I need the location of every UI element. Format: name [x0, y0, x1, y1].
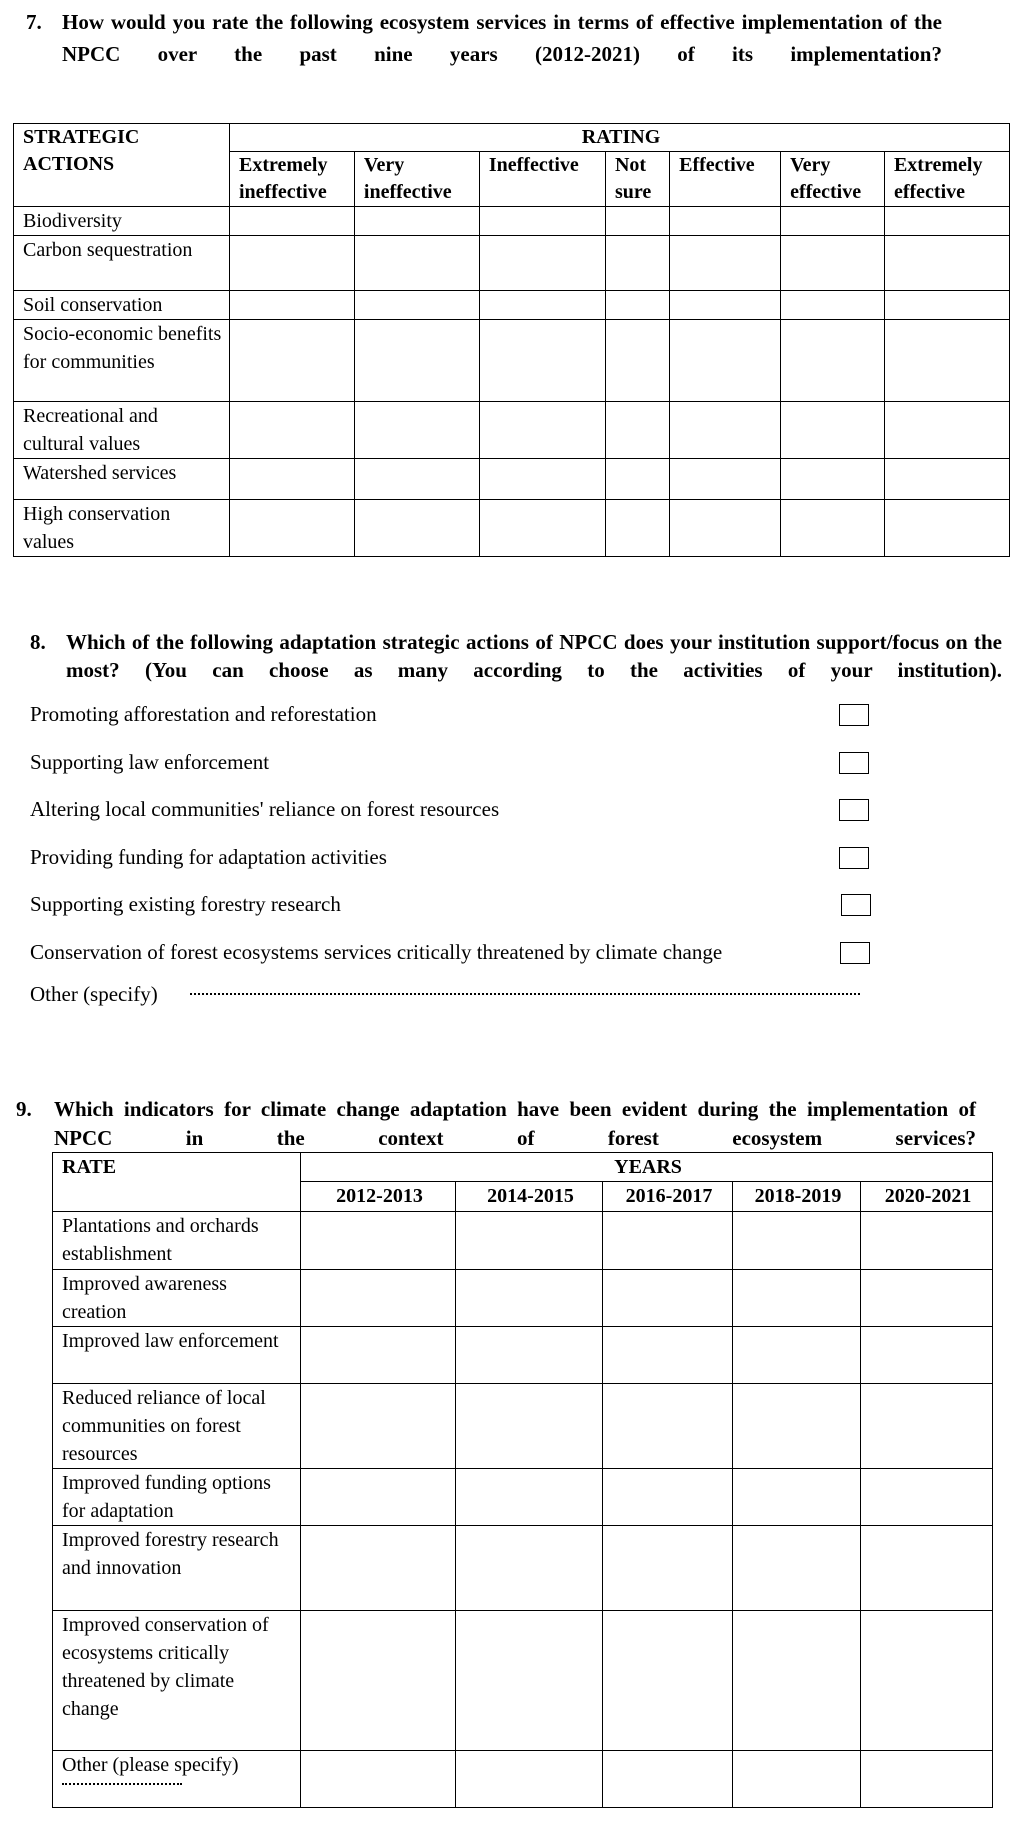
- question-7: [26, 6, 942, 102]
- question-8-text: Which of the following adaptation strategic actions of NPCC does your institution support/focus on the most? (You can choose as many according to the activities of your institution).: [66, 630, 1002, 682]
- table-row: [53, 1384, 993, 1469]
- row-label: High conservation values: [14, 500, 230, 557]
- year-cell[interactable]: [301, 1327, 456, 1384]
- year-cell[interactable]: [456, 1327, 603, 1384]
- option-label: Supporting law enforcement: [30, 750, 270, 774]
- row-label-text: Improved conservation of ecosystems critically threatened by climate change: [62, 1614, 269, 1720]
- rating-cell[interactable]: [605, 402, 669, 459]
- other-specify-label: Other (specify): [30, 982, 158, 1006]
- row-label: Soil conservation: [14, 291, 230, 320]
- rating-cell[interactable]: [884, 291, 1009, 320]
- rating-cell[interactable]: [354, 320, 479, 402]
- row-label-text: Plantations and orchards establishment: [62, 1215, 259, 1265]
- rating-cell[interactable]: [230, 207, 355, 236]
- year-cell[interactable]: [733, 1469, 861, 1526]
- year-cell[interactable]: [861, 1384, 993, 1469]
- rating-cell[interactable]: [884, 207, 1009, 236]
- rating-cell[interactable]: [670, 320, 781, 402]
- rating-cell[interactable]: [230, 291, 355, 320]
- year-cell[interactable]: [733, 1212, 861, 1270]
- year-cell[interactable]: [456, 1611, 603, 1751]
- year-cell[interactable]: [603, 1384, 733, 1469]
- row-label: Recreational and cultural values: [14, 402, 230, 459]
- year-cell[interactable]: [456, 1384, 603, 1469]
- rating-cell[interactable]: [781, 207, 885, 236]
- option-checkbox[interactable]: [840, 942, 870, 964]
- row-label: Watershed services: [14, 459, 230, 500]
- rating-cell[interactable]: [781, 291, 885, 320]
- year-column-header: 2016-2017: [603, 1182, 733, 1212]
- rating-column-header: Effective: [670, 152, 781, 207]
- row-label: [53, 1526, 301, 1611]
- year-cell[interactable]: [733, 1384, 861, 1469]
- row-label-text: Other (please specify): [62, 1754, 239, 1776]
- rating-column-header: Not sure: [605, 152, 669, 207]
- year-cell[interactable]: [861, 1327, 993, 1384]
- option-checkbox[interactable]: [839, 704, 869, 726]
- year-cell[interactable]: [603, 1751, 733, 1808]
- year-cell[interactable]: [456, 1469, 603, 1526]
- year-cell[interactable]: [733, 1751, 861, 1808]
- option-label: Promoting afforestation and reforestation: [30, 702, 377, 726]
- strategic-actions-header: STRATEGIC ACTIONS: [14, 124, 230, 207]
- option-label: Supporting existing forestry research: [30, 892, 341, 916]
- year-column-header: 2014-2015: [456, 1182, 603, 1212]
- table-row: [14, 236, 1010, 291]
- option-label: Conservation of forest ecosystems services critically threatened by climate change: [30, 940, 723, 964]
- year-cell[interactable]: [733, 1526, 861, 1611]
- rate-header: RATE: [53, 1153, 301, 1212]
- rating-cell[interactable]: [479, 500, 605, 557]
- table-row: [53, 1212, 993, 1270]
- rating-cell[interactable]: [670, 207, 781, 236]
- year-cell[interactable]: [733, 1611, 861, 1751]
- row-label: [53, 1212, 301, 1270]
- rating-cell[interactable]: [884, 402, 1009, 459]
- year-cell[interactable]: [456, 1270, 603, 1327]
- year-cell[interactable]: [603, 1327, 733, 1384]
- rating-cell[interactable]: [670, 500, 781, 557]
- rating-cell[interactable]: [781, 236, 885, 291]
- table-row: [14, 291, 1010, 320]
- rating-cell[interactable]: [781, 402, 885, 459]
- year-cell[interactable]: [733, 1270, 861, 1327]
- year-cell[interactable]: [861, 1751, 993, 1808]
- rating-column-header: Very ineffective: [354, 152, 479, 207]
- row-label-text: Reduced reliance of local communities on forest resources: [62, 1387, 266, 1465]
- year-column-header: 2018-2019: [733, 1182, 861, 1212]
- table-row: [14, 500, 1010, 557]
- rating-cell[interactable]: [670, 402, 781, 459]
- other-specify-line[interactable]: [62, 1783, 182, 1785]
- rating-header: RATING: [230, 124, 1010, 152]
- rating-cell[interactable]: [354, 500, 479, 557]
- option-checkbox[interactable]: [839, 847, 869, 869]
- rating-cell[interactable]: [230, 459, 355, 500]
- rating-cell[interactable]: [354, 291, 479, 320]
- rating-cell[interactable]: [605, 459, 669, 500]
- rating-cell[interactable]: [605, 236, 669, 291]
- rating-cell[interactable]: [354, 402, 479, 459]
- rating-cell[interactable]: [479, 291, 605, 320]
- question-7-text: How would you rate the following ecosystem services in terms of effective implementation of the NPCC over the past nine years (2012-2021) of its implementation?: [62, 10, 942, 66]
- question-8-number: 8.: [30, 630, 46, 654]
- year-cell[interactable]: [603, 1611, 733, 1751]
- year-cell[interactable]: [301, 1384, 456, 1469]
- rating-cell[interactable]: [670, 236, 781, 291]
- year-cell[interactable]: [733, 1327, 861, 1384]
- option-label: Providing funding for adaptation activities: [30, 845, 387, 869]
- other-specify-line[interactable]: [190, 993, 860, 995]
- table-row: [53, 1469, 993, 1526]
- rating-cell[interactable]: [230, 320, 355, 402]
- rating-cell[interactable]: [605, 500, 669, 557]
- year-cell[interactable]: [603, 1526, 733, 1611]
- row-label: [53, 1384, 301, 1469]
- rating-cell[interactable]: [605, 291, 669, 320]
- year-cell[interactable]: [861, 1270, 993, 1327]
- question-9-text: Which indicators for climate change adaptation have been evident during the implementation of NPCC in the context of forest ecosystem services?: [54, 1097, 976, 1150]
- row-label: Biodiversity: [14, 207, 230, 236]
- rating-cell[interactable]: [479, 402, 605, 459]
- year-cell[interactable]: [456, 1751, 603, 1808]
- question-7-number: 7.: [26, 10, 42, 34]
- year-cell[interactable]: [456, 1212, 603, 1270]
- table-row: [14, 459, 1010, 500]
- row-label-text: Improved law enforcement: [62, 1330, 279, 1352]
- year-cell[interactable]: [861, 1212, 993, 1270]
- year-cell[interactable]: [861, 1526, 993, 1611]
- rating-cell[interactable]: [884, 500, 1009, 557]
- row-label-text: Improved funding options for adaptation: [62, 1472, 271, 1522]
- rating-cell[interactable]: [479, 236, 605, 291]
- row-label: [53, 1270, 301, 1327]
- rating-cell[interactable]: [884, 459, 1009, 500]
- row-label-text: Improved forestry research and innovation: [62, 1529, 279, 1579]
- rating-cell[interactable]: [605, 207, 669, 236]
- option-checkbox[interactable]: [839, 799, 869, 821]
- option-checkbox[interactable]: [841, 894, 871, 916]
- row-label: [53, 1751, 301, 1808]
- rating-cell[interactable]: [230, 402, 355, 459]
- years-header: YEARS: [301, 1153, 993, 1182]
- table-row: [53, 1611, 993, 1751]
- rating-column-header: Extremely effective: [884, 152, 1009, 207]
- table-row: [14, 320, 1010, 402]
- year-cell[interactable]: [301, 1751, 456, 1808]
- option-label: Altering local communities' reliance on forest resources: [30, 797, 500, 821]
- table-row: [14, 207, 1010, 236]
- rating-cell[interactable]: [605, 320, 669, 402]
- rating-cell[interactable]: [781, 459, 885, 500]
- year-cell[interactable]: [456, 1526, 603, 1611]
- table-row: [14, 402, 1010, 459]
- table-row: [53, 1751, 993, 1808]
- rating-cell[interactable]: [479, 320, 605, 402]
- rating-cell[interactable]: [670, 459, 781, 500]
- rating-cell[interactable]: [354, 236, 479, 291]
- year-column-header: 2020-2021: [861, 1182, 993, 1212]
- rating-cell[interactable]: [354, 459, 479, 500]
- row-label: Socio-economic benefits for communities: [14, 320, 230, 402]
- table-row: [53, 1526, 993, 1611]
- table-row: [53, 1270, 993, 1327]
- year-cell[interactable]: [301, 1270, 456, 1327]
- rating-column-header: Ineffective: [479, 152, 605, 207]
- row-label: Carbon sequestration: [14, 236, 230, 291]
- row-label: [53, 1469, 301, 1526]
- rating-cell[interactable]: [884, 320, 1009, 402]
- rating-cell[interactable]: [781, 320, 885, 402]
- table-row: [53, 1327, 993, 1384]
- rating-cell[interactable]: [884, 236, 1009, 291]
- year-cell[interactable]: [861, 1611, 993, 1751]
- year-column-header: 2012-2013: [301, 1182, 456, 1212]
- year-cell[interactable]: [301, 1212, 456, 1270]
- year-cell[interactable]: [603, 1270, 733, 1327]
- rating-cell[interactable]: [479, 207, 605, 236]
- ecosystem-services-rating-table: [13, 123, 1010, 557]
- year-cell[interactable]: [861, 1469, 993, 1526]
- year-cell[interactable]: [301, 1469, 456, 1526]
- adaptation-indicators-table: [52, 1152, 993, 1808]
- rating-column-header: Very effective: [781, 152, 885, 207]
- rating-column-header: Extremely ineffective: [230, 152, 355, 207]
- row-label: [53, 1327, 301, 1384]
- year-cell[interactable]: [301, 1611, 456, 1751]
- rating-cell[interactable]: [479, 459, 605, 500]
- row-label: [53, 1611, 301, 1751]
- rating-cell[interactable]: [230, 500, 355, 557]
- rating-cell[interactable]: [230, 236, 355, 291]
- row-label-text: Improved awareness creation: [62, 1273, 227, 1323]
- rating-cell[interactable]: [781, 500, 885, 557]
- rating-cell[interactable]: [354, 207, 479, 236]
- option-checkbox[interactable]: [839, 752, 869, 774]
- year-cell[interactable]: [603, 1469, 733, 1526]
- rating-cell[interactable]: [670, 291, 781, 320]
- year-cell[interactable]: [603, 1212, 733, 1270]
- question-9-number: 9.: [16, 1097, 32, 1121]
- year-cell[interactable]: [301, 1526, 456, 1611]
